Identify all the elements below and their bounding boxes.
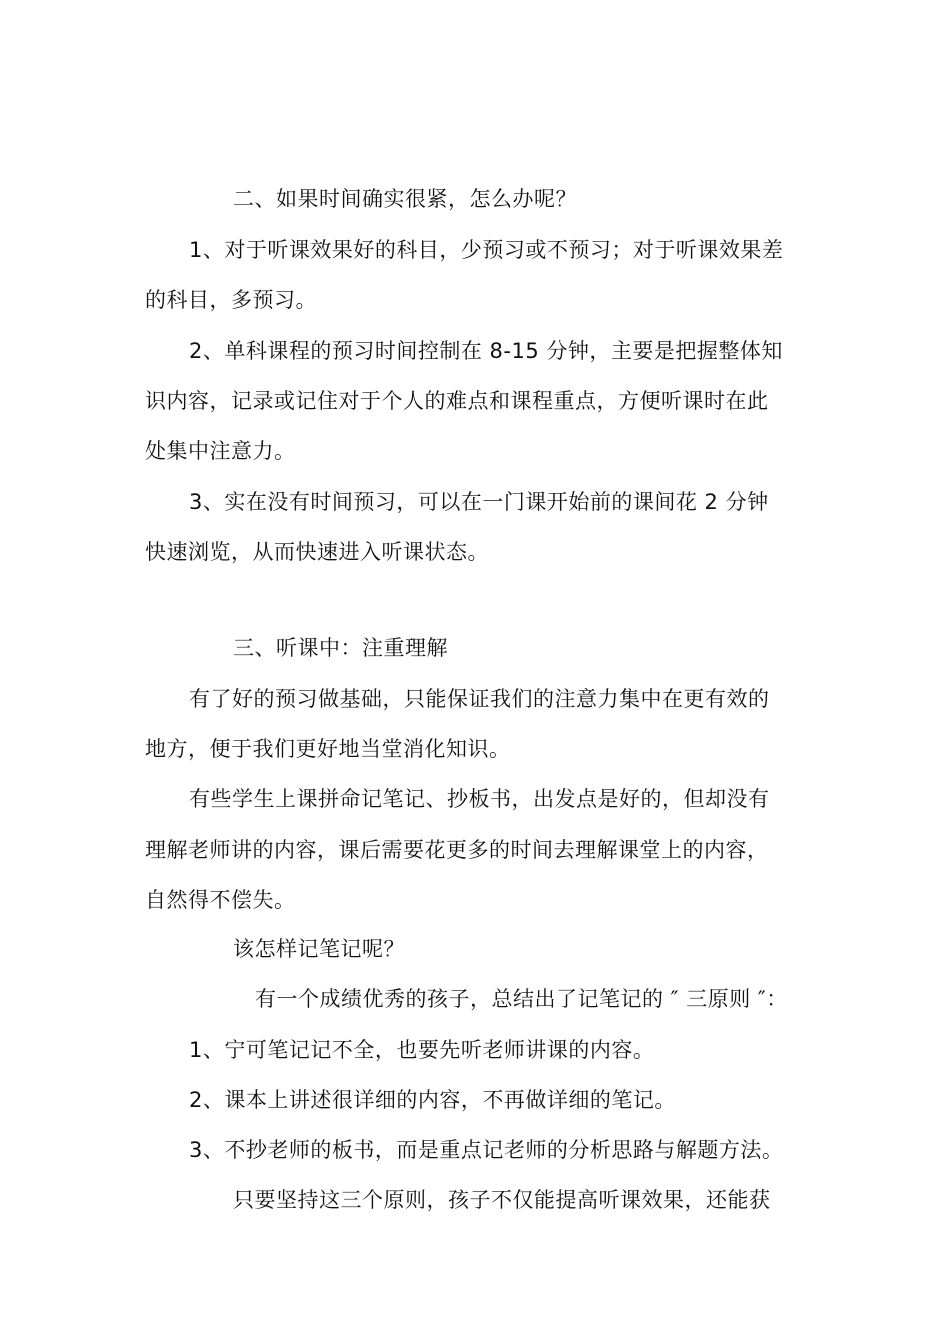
section3-rule1: 1、宁可笔记记不全，也要先听老师讲课的内容。 — [189, 1038, 655, 1062]
section3-para1-line2: 地方，便于我们更好地当堂消化知识。 — [145, 737, 511, 761]
section3-para2-line3: 自然得不偿失。 — [145, 888, 296, 912]
section2-heading: 二、如果时间确实很紧，怎么办呢？ — [233, 187, 577, 211]
section2-item3-line1: 3、实在没有时间预习，可以在一门课开始前的课间花 2 分钟 — [189, 490, 769, 514]
section3-rule3: 3、不抄老师的板书，而是重点记老师的分析思路与解题方法。 — [189, 1138, 784, 1162]
section3-para2-line2: 理解老师讲的内容，课后需要花更多的时间去理解课堂上的内容， — [145, 838, 769, 862]
section3-heading: 三、听课中：注重理解 — [233, 636, 448, 660]
section2-item1-line2: 的科目，多预习。 — [145, 288, 317, 312]
section3-para1-line1: 有了好的预习做基础，只能保证我们的注意力集中在更有效的 — [189, 687, 770, 711]
section3-closing-line1: 只要坚持这三个原则，孩子不仅能提高听课效果，还能获 — [233, 1188, 771, 1212]
section3-rule2: 2、课本上讲述很详细的内容，不再做详细的笔记。 — [189, 1088, 676, 1112]
section3-rule-intro: 有一个成绩优秀的孩子，总结出了记笔记的 ″ 三原则 ″： — [255, 987, 788, 1011]
section3-question: 该怎样记笔记呢？ — [233, 937, 405, 961]
section2-item2-line2: 识内容，记录或记住对于个人的难点和课程重点，方便听课时在此 — [145, 389, 769, 413]
section2-item2-line3: 处集中注意力。 — [145, 439, 296, 463]
section3-para2-line1: 有些学生上课拼命记笔记、抄板书，出发点是好的，但却没有 — [189, 787, 770, 811]
section2-item3-line2: 快速浏览，从而快速进入听课状态。 — [145, 540, 489, 564]
section2-item2-line1: 2、单科课程的预习时间控制在 8-15 分钟，主要是把握整体知 — [189, 339, 783, 363]
section2-item1-line1: 1、对于听课效果好的科目，少预习或不预习；对于听课效果差 — [189, 238, 784, 262]
